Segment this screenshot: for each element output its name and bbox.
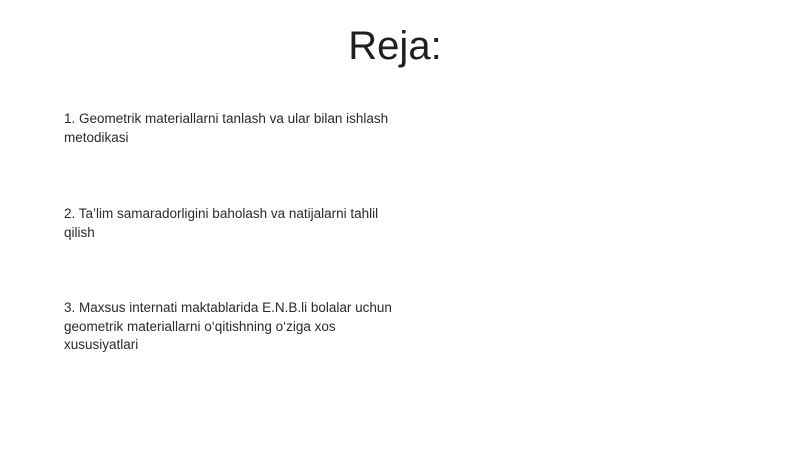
plan-item-2: 2. Ta’lim samaradorligini baholash va natijalarni tahlil qilish	[64, 206, 379, 240]
slide-title: Reja:	[348, 24, 442, 68]
plan-item-1: 1. Geometrik materiallarni tanlash va ular bilan ishlash metodikasi	[64, 111, 389, 145]
plan-item-3: 3. Maxsus internati maktablarida E.N.B.li bolalar uchun geometrik materiallarni o‘qitishning o‘ziga xos xususiyatlari	[64, 300, 392, 352]
